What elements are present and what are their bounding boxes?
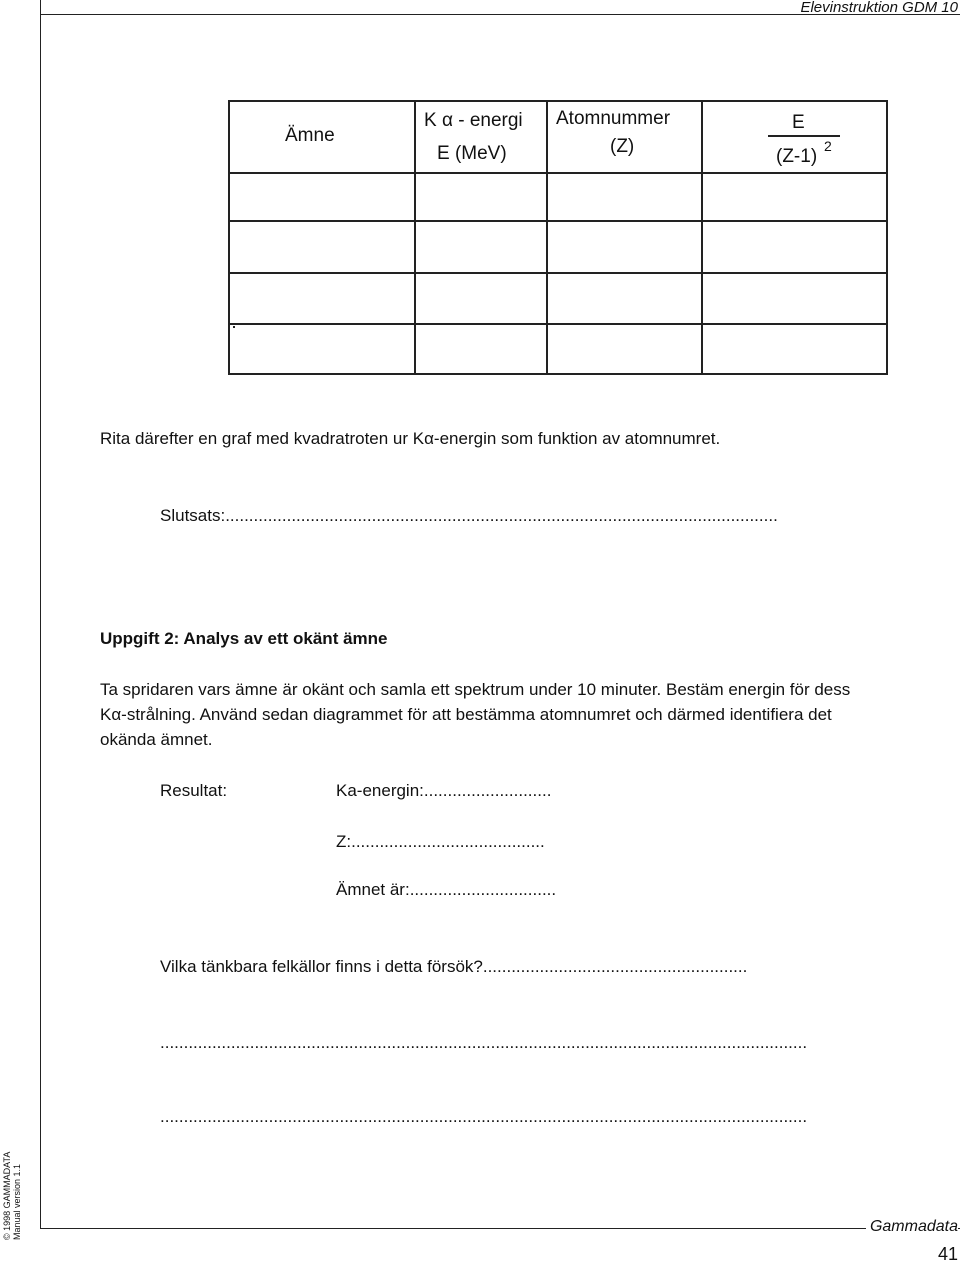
header-energy-unit: E (MeV) — [437, 143, 507, 164]
header-ratio-numerator: E — [792, 112, 805, 133]
page-header-title: Elevinstruktion GDM 10 — [800, 0, 958, 16]
header-k-alpha-energy: K α - energi — [424, 110, 523, 131]
manual-version: Manual version 1.1 — [12, 1163, 22, 1240]
task2-paragraph-line-3: okända ämnet. — [100, 730, 213, 749]
fraction-bar — [768, 135, 840, 137]
header-ratio-exponent: 2 — [824, 138, 832, 154]
stray-mark — [233, 326, 235, 328]
copyright-line: © 1998 GAMMADATA — [2, 1151, 12, 1240]
task2-paragraph-line-1: Ta spridaren vars ämne är okänt och samla ett spektrum under 10 minuter. Bestäm energin för dess — [100, 680, 851, 699]
table-row-divider — [230, 272, 886, 274]
copyright-notice — [2, 1152, 22, 1240]
table-column-divider — [414, 102, 416, 373]
measurement-table — [228, 100, 888, 375]
header-subject: Ämne — [285, 125, 335, 146]
conclusion-line: Slutsats:..................................................................................................................... — [160, 506, 778, 525]
header-atomic-symbol: (Z) — [610, 136, 635, 157]
task2-heading: Uppgift 2: Analys av ett okänt ämne — [100, 629, 388, 648]
error-sources-question: Vilka tänkbara felkällor finns i detta försök?........................................................ — [160, 957, 748, 976]
page-number: 41 — [937, 1244, 958, 1264]
table-column-divider — [701, 102, 703, 373]
header-ratio-denominator: (Z-1) — [776, 146, 818, 167]
table-row-divider — [230, 323, 886, 325]
answer-dotted-line: ......................................................................................................................................... — [160, 1107, 808, 1126]
result-element-field: Ämnet är:............................... — [336, 880, 557, 899]
table-column-divider — [546, 102, 548, 373]
table-row-divider — [230, 220, 886, 222]
answer-dotted-line: ......................................................................................................................................... — [160, 1033, 808, 1052]
result-z-field: Z:......................................... — [336, 832, 545, 851]
footer-rule — [40, 1228, 960, 1229]
result-label: Resultat: — [160, 781, 228, 800]
result-energy-field: Ka-energin:........................... — [336, 781, 552, 800]
table-row-divider — [230, 172, 886, 174]
graph-instruction: Rita därefter en graf med kvadratroten ur Kα-energin som funktion av atomnumret. — [100, 429, 721, 448]
task2-paragraph-line-2: Kα-strålning. Använd sedan diagrammet för att bestämma atomnumret och därmed identifiera det — [100, 705, 832, 724]
left-margin-rule — [40, 0, 41, 1228]
footer-brand: Gammadata — [866, 1218, 958, 1236]
header-atomic-number: Atomnummer — [556, 108, 671, 129]
